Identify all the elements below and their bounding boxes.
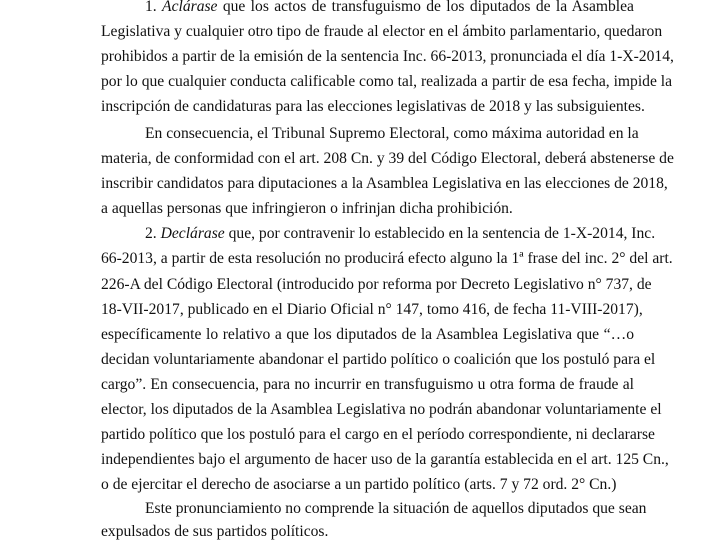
paragraph-3-line-1 <box>145 225 656 243</box>
paragraph-1-line-3: prohibidos a partir de la emisión de la sentencia Inc. 66-2013, pronunciada el día 1-X-2014, <box>101 48 674 65</box>
paragraph-4-line-2: expulsados de sus partidos políticos. <box>101 523 329 540</box>
emphasis-aclarase: Aclárase <box>162 0 218 15</box>
paragraph-1-line-5: inscripción de candidaturas para las elecciones legislativas de 2018 y las subsiguientes. <box>101 98 645 115</box>
item-number-1: 1. <box>145 0 157 15</box>
paragraph-3-line-3: 226-A del Código Electoral (introducido por reforma por Decreto Legislativo n° 737, de <box>101 276 652 293</box>
paragraph-3-line-11: o de ejercitar el derecho de asociarse a un partido político (arts. 7 y 72 ord. 2° Cn.) <box>101 476 617 493</box>
paragraph-3-line-5: específicamente lo relativo a que los diputados de la Asamblea Legislativa que “…o <box>101 326 634 343</box>
paragraph-1-line-4: por lo que cualquier conducta calificable como tal, realizada a partir de esa fecha, impide la <box>101 73 673 90</box>
paragraph-2-line-4: a aquellas personas que infringieron o infrinjan dicha prohibición. <box>101 200 513 217</box>
paragraph-1-line-1 <box>145 0 634 16</box>
paragraph-3-line-6: decidan voluntariamente abandonar el partido político o coalición que los postuló para el <box>101 351 656 368</box>
paragraph-3-line-1-text: que, por contravenir lo establecido en la sentencia de 1-X-2014, Inc. <box>224 225 656 242</box>
paragraph-4-line-1: Este pronunciamiento no comprende la situación de aquellos diputados que sean <box>145 500 647 517</box>
paragraph-3-line-7: cargo”. En consecuencia, para no incurrir en transfuguismo u otra forma de fraude al <box>101 376 634 393</box>
paragraph-2-line-2: materia, de conformidad con el art. 208 Cn. y 39 del Código Electoral, deberá abstenerse de <box>101 150 674 167</box>
paragraph-3-line-10: independientes bajo el argumento de hacer uso de la garantía establecida en el art. 125 Cn., <box>101 451 669 468</box>
paragraph-3-line-2: 66-2013, a partir de esta resolución no producirá efecto alguno la 1ª frase del inc. 2° del art. <box>101 250 673 267</box>
paragraph-2-line-3: inscribir candidatos para diputaciones a la Asamblea Legislativa en las elecciones de 2018, <box>101 175 668 192</box>
paragraph-3-line-8: elector, los diputados de la Asamblea Legislativa no podrán abandonar voluntariamente el <box>101 401 662 418</box>
paragraph-3-line-9: partido político que los postuló para el cargo en el período correspondiente, ni declararse <box>101 426 655 443</box>
paragraph-1-line-2: Legislativa y cualquier otro tipo de fraude al elector en el ámbito parlamentario, quedaron <box>101 23 663 40</box>
paragraph-1-line-1-text: que los actos de transfuguismo de los diputados de la Asamblea <box>217 0 634 15</box>
paragraph-3-line-4: 18-VII-2017, publicado en el Diario Oficial n° 147, tomo 416, de fecha 11-VIII-2017), <box>101 301 643 318</box>
item-number-2: 2. <box>145 225 157 242</box>
emphasis-declarase: Declárase <box>160 225 225 242</box>
paragraph-2-line-1: En consecuencia, el Tribunal Supremo Electoral, como máxima autoridad en la <box>145 125 639 142</box>
